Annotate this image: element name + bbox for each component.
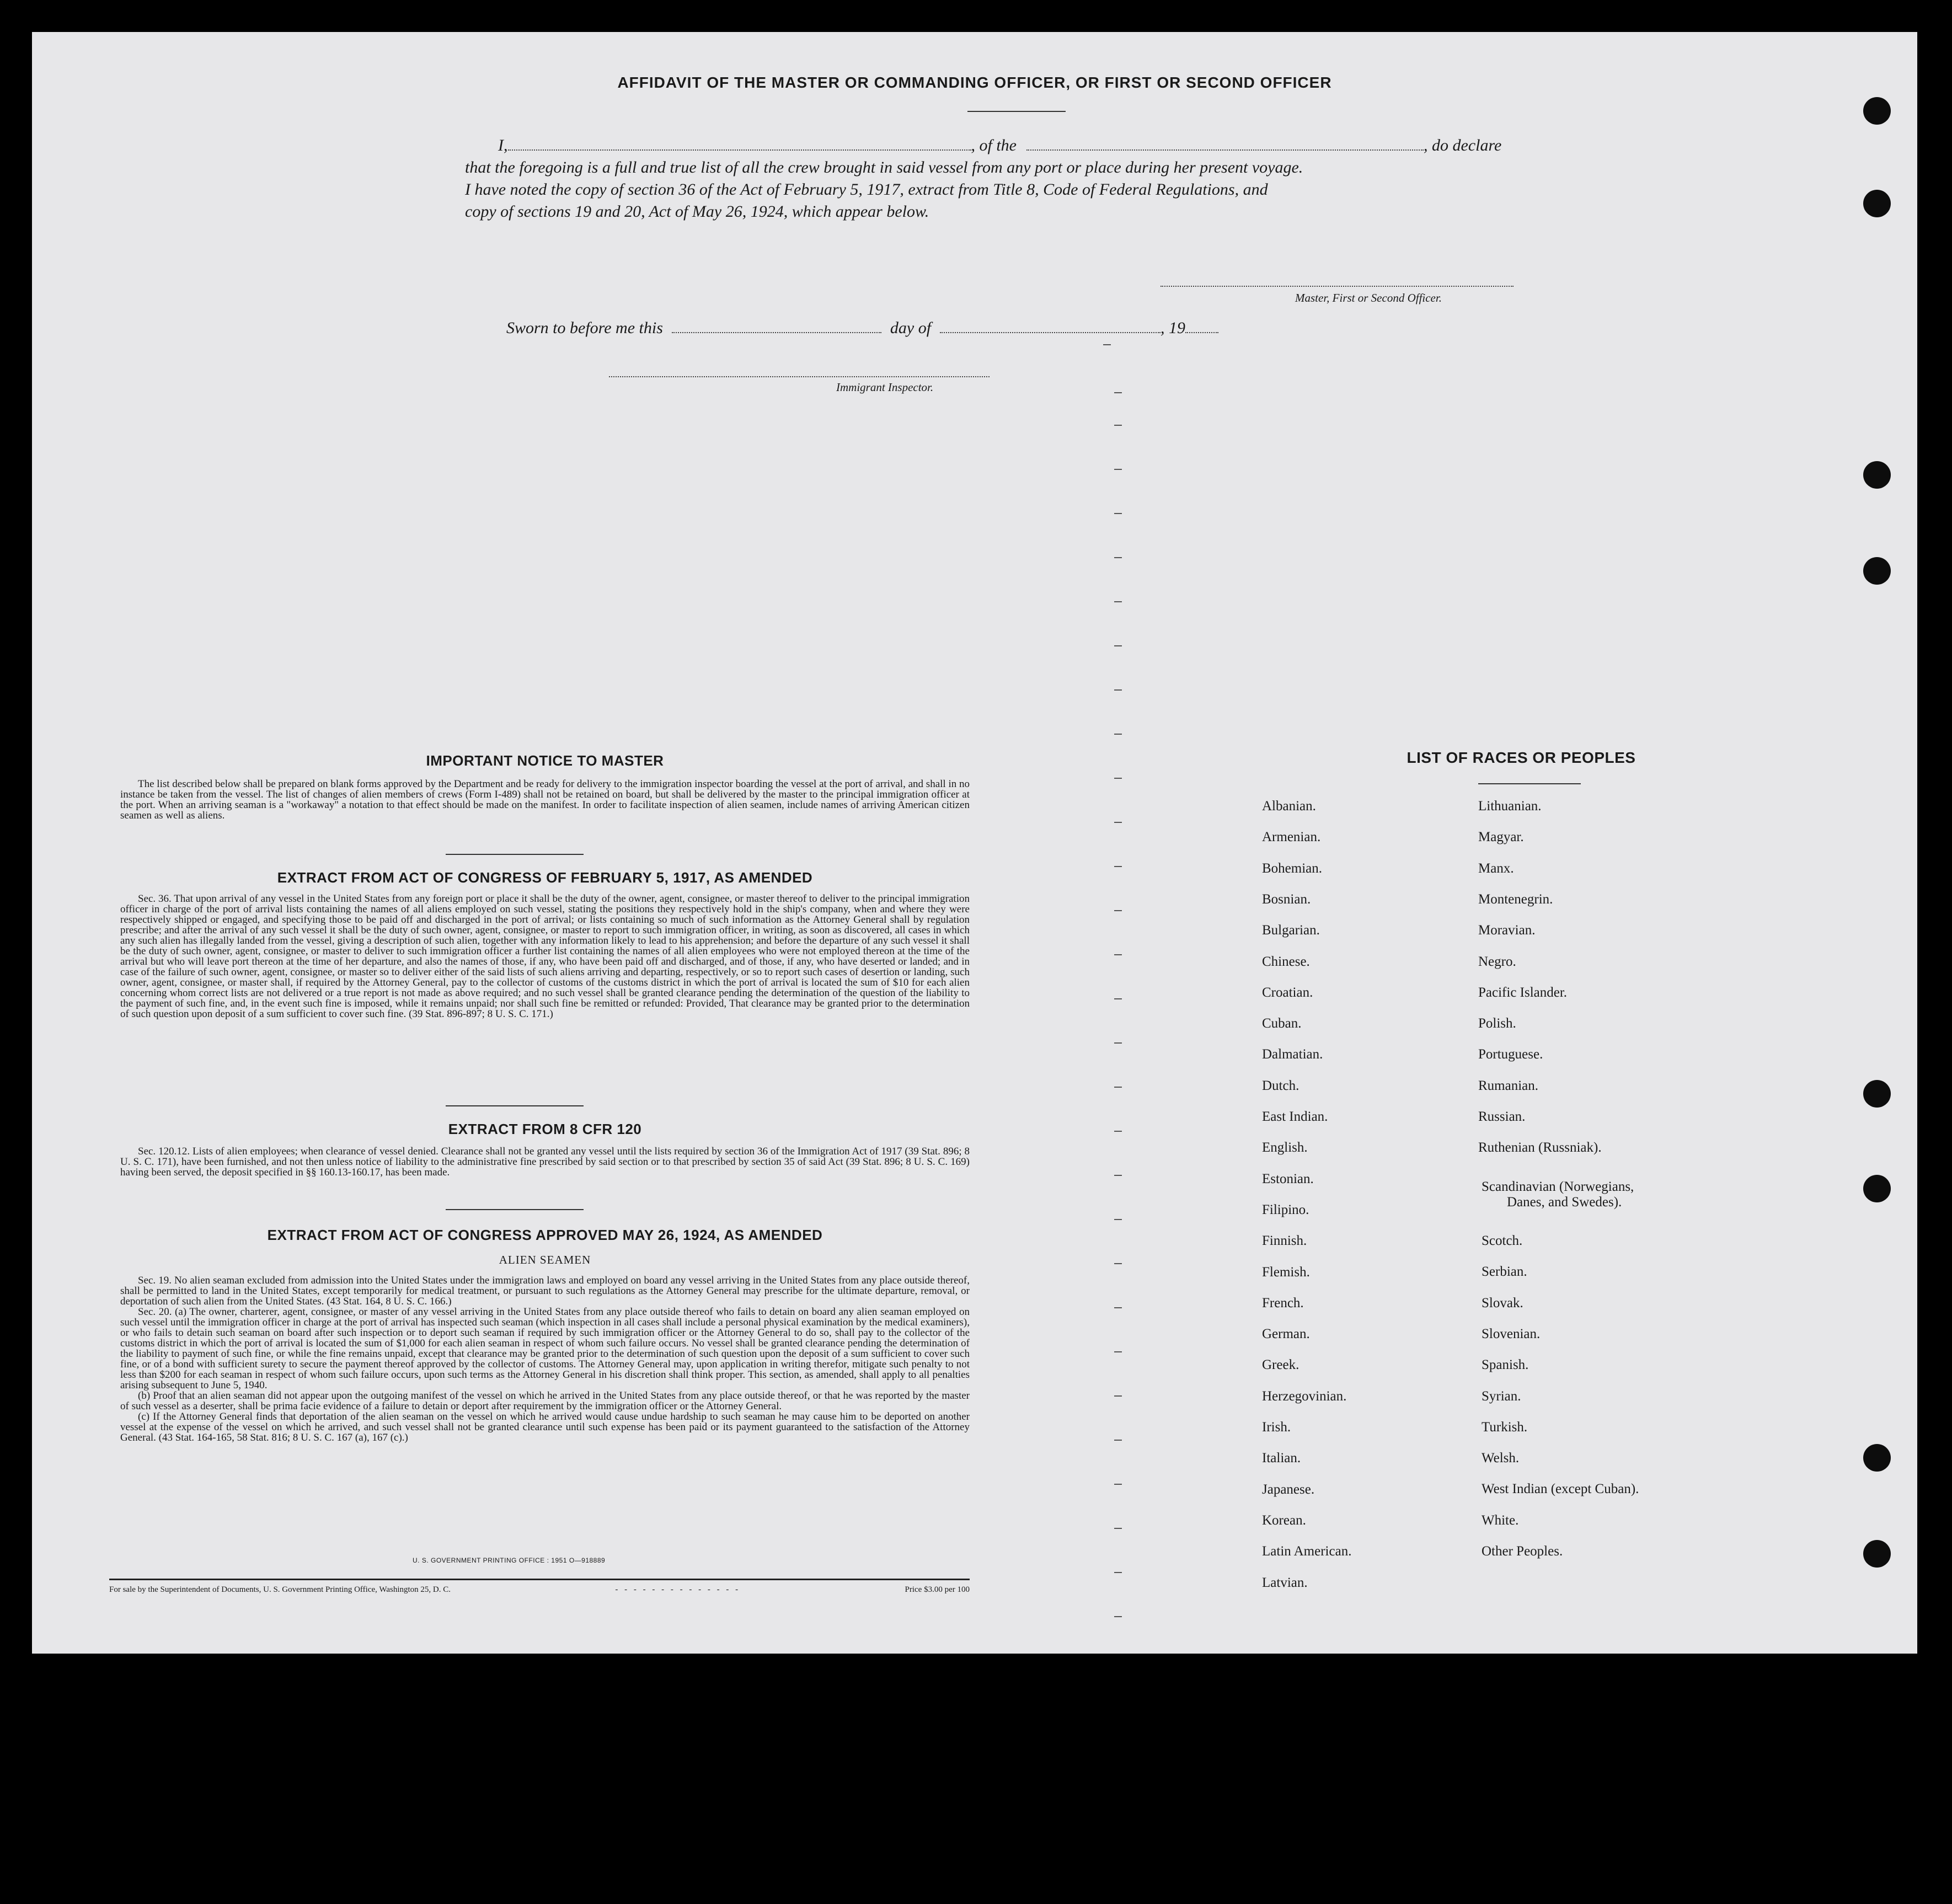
race-item: Rumanian. <box>1478 1078 1539 1093</box>
footer-leader: - - - - - - - - - - - - - - <box>615 1585 741 1594</box>
race-item: Russian. <box>1478 1109 1526 1124</box>
race-item: Bosnian. <box>1262 891 1311 907</box>
master-signature-field[interactable] <box>1160 272 1514 287</box>
race-item: Negro. <box>1478 954 1516 969</box>
race-item: Japanese. <box>1262 1482 1315 1497</box>
punch-hole-2 <box>1863 190 1891 217</box>
race-item: Spanish. <box>1482 1357 1529 1373</box>
race-item: Manx. <box>1478 860 1514 876</box>
margin-tick <box>1114 601 1122 602</box>
race-item: Bohemian. <box>1262 860 1323 876</box>
sworn-day-field[interactable] <box>672 319 881 333</box>
race-item: Armenian. <box>1262 830 1321 845</box>
master-caption: Master, First or Second Officer. <box>1295 291 1442 304</box>
margin-tick <box>1114 1131 1122 1132</box>
sworn-year-field[interactable] <box>1185 319 1218 333</box>
margin-tick <box>1114 734 1122 735</box>
race-item: Albanian. <box>1262 799 1316 814</box>
margin-tick <box>1114 1616 1122 1617</box>
gpo-imprint: U. S. GOVERNMENT PRINTING OFFICE : 1951 O—918889 <box>413 1557 606 1564</box>
margin-tick <box>1114 1042 1122 1044</box>
section-20c-paragraph: (c) If the Attorney General finds that deportation of the alien seaman on the vessel on which he arrived would cause undue hardship to such seaman he may cause him to be deported on another vessel at the expense of the vessel on which he arrived, and such vessel shall not be granted clearance until such expense has been paid or its payment guaranteed to the satisfaction of the Attorney General. (43 Stat. 164-165, 58 Stat. 816; 8 U. S. C. 167 (a), 167 (c).) <box>120 1411 970 1443</box>
punch-hole-8 <box>1863 1540 1891 1568</box>
section-120-12-paragraph: Sec. 120.12. Lists of alien employees; when clearance of vessel denied. Clearance shall not be granted any vessel until the lists required by section 36 of the Immigration Act of 1917 (39 Stat. 896; 8 U. S. C. 171), have been furnished, and not then unless notice of liability to the administrative fine prescribed by said section or to that prescribed by section 35 of said Act (39 Stat. 896; 8 U. S. C. 169) having been served, the deposit specified in §§ 160.13-160.17, has been made. <box>120 1146 970 1178</box>
margin-tick <box>1114 954 1122 955</box>
race-item: Estonian. <box>1262 1171 1314 1186</box>
margin-tick <box>1114 1263 1122 1264</box>
margin-tick <box>1114 1175 1122 1176</box>
margin-tick <box>1114 1440 1122 1441</box>
punch-hole-4 <box>1863 557 1891 585</box>
race-item: Polish. <box>1478 1016 1516 1031</box>
margin-tick <box>1114 1351 1122 1352</box>
margin-tick <box>1103 344 1111 345</box>
race-item: Dutch. <box>1262 1078 1299 1093</box>
race-item: Korean. <box>1262 1512 1306 1528</box>
sworn-prefix: Sworn to before me this <box>506 319 663 337</box>
footer-price: Price $3.00 per 100 <box>905 1585 970 1594</box>
footer <box>109 1585 970 1595</box>
race-item: Other Peoples. <box>1482 1544 1563 1559</box>
race-item: White. <box>1482 1512 1519 1528</box>
race-item: Greek. <box>1262 1357 1299 1373</box>
i-label: I, <box>498 136 508 154</box>
race-item: English. <box>1262 1140 1308 1156</box>
declaration-line-4: copy of sections 19 and 20, Act of May 26, 1924, which appear below. <box>465 202 929 221</box>
margin-tick <box>1114 910 1122 911</box>
margin-tick <box>1114 998 1122 999</box>
race-item: Syrian. <box>1482 1388 1521 1404</box>
race-item: Cuban. <box>1262 1016 1302 1031</box>
margin-tick <box>1114 557 1122 558</box>
margin-tick <box>1114 866 1122 867</box>
section-20b-paragraph: (b) Proof that an alien seaman did not appear upon the outgoing manifest of the vessel on which he arrived in the United States from any place outside thereof, or that he was reported by the master of such vessel as a deserter, shall be prima facie evidence of a failure to detain or deport after requirement by the immigration officer or the Attorney General. <box>120 1390 970 1412</box>
race-item: Latvian. <box>1262 1575 1308 1590</box>
divider-rule <box>446 1209 584 1210</box>
inspector-signature-field[interactable] <box>609 363 990 377</box>
race-item: Slovenian. <box>1482 1326 1541 1341</box>
race-item: Chinese. <box>1262 954 1310 969</box>
race-item: Irish. <box>1262 1420 1291 1435</box>
race-item: Lithuanian. <box>1478 799 1542 814</box>
race-item: Montenegrin. <box>1478 891 1553 907</box>
punch-hole-3 <box>1863 461 1891 489</box>
margin-tick <box>1114 469 1122 470</box>
vessel-name-field[interactable] <box>1026 136 1424 151</box>
notice-text <box>120 779 970 821</box>
notice-paragraph: The list described below shall be prepared on blank forms approved by the Department and be ready for delivery to the immigration inspector boarding the vessel at the port of arrival, and shall in no instance be taken from the vessel. The list of changes of alien members of crews (Form I-489) shall not be retained on board, but shall be delivered by the master to the principal immigration officer at the port. When an arriving seaman is a "workaway" a notation to that effect should be made on the manifest. In order to facilitate inspection of alien seamen, include names of arriving American citizen seamen as well as aliens. <box>120 778 970 821</box>
race-item: Moravian. <box>1478 923 1536 938</box>
footer-rule <box>109 1579 970 1580</box>
race-item: Turkish. <box>1482 1419 1528 1435</box>
divider-rule <box>446 854 584 855</box>
race-item: Scandinavian (Norwegians, <box>1482 1179 1634 1194</box>
alien-seamen-subtitle: ALIEN SEAMEN <box>499 1253 591 1266</box>
race-item: Latin American. <box>1262 1544 1352 1559</box>
punch-hole-7 <box>1863 1444 1891 1472</box>
extract-cfr-title: EXTRACT FROM 8 CFR 120 <box>448 1121 642 1137</box>
race-item: Italian. <box>1262 1451 1301 1466</box>
declaration-line-2: that the foregoing is a full and true list of all the crew brought in said vessel from any port or place during her present voyage. <box>465 158 1303 177</box>
race-item: Scotch. <box>1482 1233 1523 1248</box>
extract-1924-text <box>120 1275 970 1443</box>
race-item: Pacific Islander. <box>1478 985 1568 1000</box>
race-item: French. <box>1262 1295 1304 1311</box>
race-item: Finnish. <box>1262 1233 1307 1249</box>
race-item: East Indian. <box>1262 1109 1328 1124</box>
margin-tick <box>1114 1395 1122 1397</box>
margin-tick <box>1114 778 1122 779</box>
margin-tick <box>1114 1219 1122 1220</box>
margin-tick <box>1114 1528 1122 1529</box>
extract-1924-title: EXTRACT FROM ACT OF CONGRESS APPROVED MAY 26, 1924, AS AMENDED <box>267 1227 823 1243</box>
affidavit-title: AFFIDAVIT OF THE MASTER OR COMMANDING OFFICER, OR FIRST OR SECOND OFFICER <box>617 74 1332 91</box>
day-of-label: day of <box>890 319 932 337</box>
year-label: , 19 <box>1160 319 1186 337</box>
divider-rule <box>446 1105 584 1106</box>
declaration <box>465 135 1546 223</box>
race-item: Dalmatian. <box>1262 1047 1323 1062</box>
section-20a-paragraph: Sec. 20. (a) The owner, charterer, agent, consignee, or master of any vessel arriving in the United States from any place outside thereof who fails to detain on board any alien seaman employed on such vessel until the immigration officer in charge at the port of arrival has inspected such seaman (which inspection in all cases shall include a personal physical examination by the medical examiners), or who fails to detain such seaman on board after such inspection or to deport such seaman if required by such immigration officer or the Attorney General to do so, shall pay to the collector of the customs district in which the port of arrival is located the sum of $1,000 for each alien seaman in respect of whom such failure occurs. No vessel shall be granted clearance pending the determination of the liability to payment of such fine, or while the fine remains unpaid, except that clearance may be granted prior to the determination of such question upon the deposit of a sum sufficient to cover such fine, or of a bond with sufficient surety to secure the payment thereof approved by the collector of customs. The Attorney General may, upon application in writing therefor, mitigate such penalty to not less than $200 for each seaman in respect of whom such failure occurs, upon such terms as the Attorney General in his discretion shall think proper. This section, as amended, shall apply to all penalties arising subsequent to June 5, 1940. <box>120 1306 970 1391</box>
margin-tick <box>1114 1307 1122 1308</box>
footer-sale-notice: For sale by the Superintendent of Documents, U. S. Government Printing Office, Washington 25, D. C. <box>109 1585 451 1594</box>
races-title-rule <box>1478 783 1581 784</box>
officer-name-field[interactable] <box>508 136 971 151</box>
inspector-caption: Immigrant Inspector. <box>836 381 934 394</box>
of-the-label: , of the <box>971 136 1017 154</box>
margin-tick <box>1114 1484 1122 1485</box>
margin-tick <box>1114 1572 1122 1573</box>
race-item: Filipino. <box>1262 1202 1309 1217</box>
margin-tick <box>1114 392 1122 393</box>
race-item: Magyar. <box>1478 830 1524 845</box>
margin-tick <box>1114 689 1122 691</box>
declaration-line-1 <box>465 135 1546 157</box>
section-36-paragraph: Sec. 36. That upon arrival of any vessel in the United States from any foreign port or place it shall be the duty of the owner, agent, consignee, or master thereof to deliver to the principal immigration officer in charge of the port of arrival lists containing the names of all aliens employed on such vessel, stating the positions they respectively hold in the ship's company, when and where they were respectively shipped or engaged, and specifying those to be paid off and discharged in the port of arrival; or lists containing so much of such information as the Attorney General shall by regulation prescribe; and after the arrival of any such vessel it shall be the duty of such owner, agent, consignee, or master to report to such immigration officer, in writing, as soon as discovered, all cases in which any such alien has illegally landed from the vessel, giving a description of such alien, together with any information likely to lead to his apprehension; and before the departure of any such vessel it shall be the duty of such owner, agent, consignee, or master to deliver to such immigration officer a further list containing the names of all alien employees who were not employed thereon at the time of the arrival but who will leave port thereon at the time of her departure, and also the names of those, if any, who have been paid off and discharged, and of those, if any, who have deserted or landed; and in case of the failure of such owner, agent, consignee, or master so to deliver either of the said lists of such aliens arriving and departing, respectively, or so to report such cases of desertion or landing, such owner, agent, consignee, or master shall, if required by the Attorney General, pay to the collector of customs of the customs district in which the port of arrival is located the sum of $10 for each alien concerning whom correct lists are not delivered or a true report is not made as above required; and no such vessel shall be granted clearance pending the determination of the question of the liability to the payment of such fine, and, in the event such fine is imposed, while it remains unpaid; nor shall such fine be remitted or refunded: Provided, That clearance may be granted prior to the determination of such question upon deposit of a sum sufficient to cover such fine. (39 Stat. 896-897; 8 U. S. C. 171.) <box>120 893 970 1020</box>
punch-hole-6 <box>1863 1175 1891 1202</box>
race-item: Flemish. <box>1262 1264 1310 1280</box>
extract-1917-title: EXTRACT FROM ACT OF CONGRESS OF FEBRUARY 5, 1917, AS AMENDED <box>277 869 813 886</box>
margin-tick <box>1114 513 1122 514</box>
race-item: Welsh. <box>1482 1451 1520 1466</box>
punch-hole-5 <box>1863 1080 1891 1108</box>
races-title: LIST OF RACES OR PEOPLES <box>1406 749 1636 766</box>
section-19-paragraph: Sec. 19. No alien seaman excluded from admission into the United States under the immigration laws and employed on board any vessel arriving in the United States from any place outside thereof, shall be permitted to land in the United States, except temporarily for medical treatment, or pursuant to such regulations as the Attorney General may prescribe for the ultimate departure, removal, or deportation of such alien from the United States. (43 Stat. 164, 8 U. S. C. 166.) <box>120 1275 970 1307</box>
race-item: Ruthenian (Russniak). <box>1478 1140 1602 1156</box>
declaration-line-3: I have noted the copy of section 36 of the Act of February 5, 1917, extract from Title 8, Code of Federal Regulations, and <box>465 180 1268 199</box>
margin-tick <box>1114 425 1122 426</box>
race-item: German. <box>1262 1327 1310 1342</box>
sworn-line <box>506 319 1218 338</box>
race-item: Croatian. <box>1262 985 1313 1000</box>
margin-tick <box>1114 822 1122 823</box>
margin-tick <box>1114 1087 1122 1088</box>
punch-hole-1 <box>1863 97 1891 125</box>
race-item: Herzegovinian. <box>1262 1388 1347 1404</box>
sworn-month-field[interactable] <box>940 319 1160 333</box>
race-item: West Indian (except Cuban). <box>1482 1482 1639 1497</box>
extract-1917-text <box>120 894 970 1019</box>
race-item: Bulgarian. <box>1262 923 1320 938</box>
title-rule <box>967 111 1066 112</box>
race-item: Danes, and Swedes). <box>1507 1195 1622 1210</box>
race-item: Slovak. <box>1482 1295 1523 1311</box>
race-item: Serbian. <box>1482 1264 1527 1280</box>
form-sheet <box>32 32 1917 1654</box>
notice-title: IMPORTANT NOTICE TO MASTER <box>426 752 664 769</box>
do-declare-label: , do declare <box>1424 136 1502 154</box>
margin-tick <box>1114 645 1122 646</box>
extract-cfr-text <box>120 1146 970 1178</box>
race-item: Portuguese. <box>1478 1047 1543 1062</box>
